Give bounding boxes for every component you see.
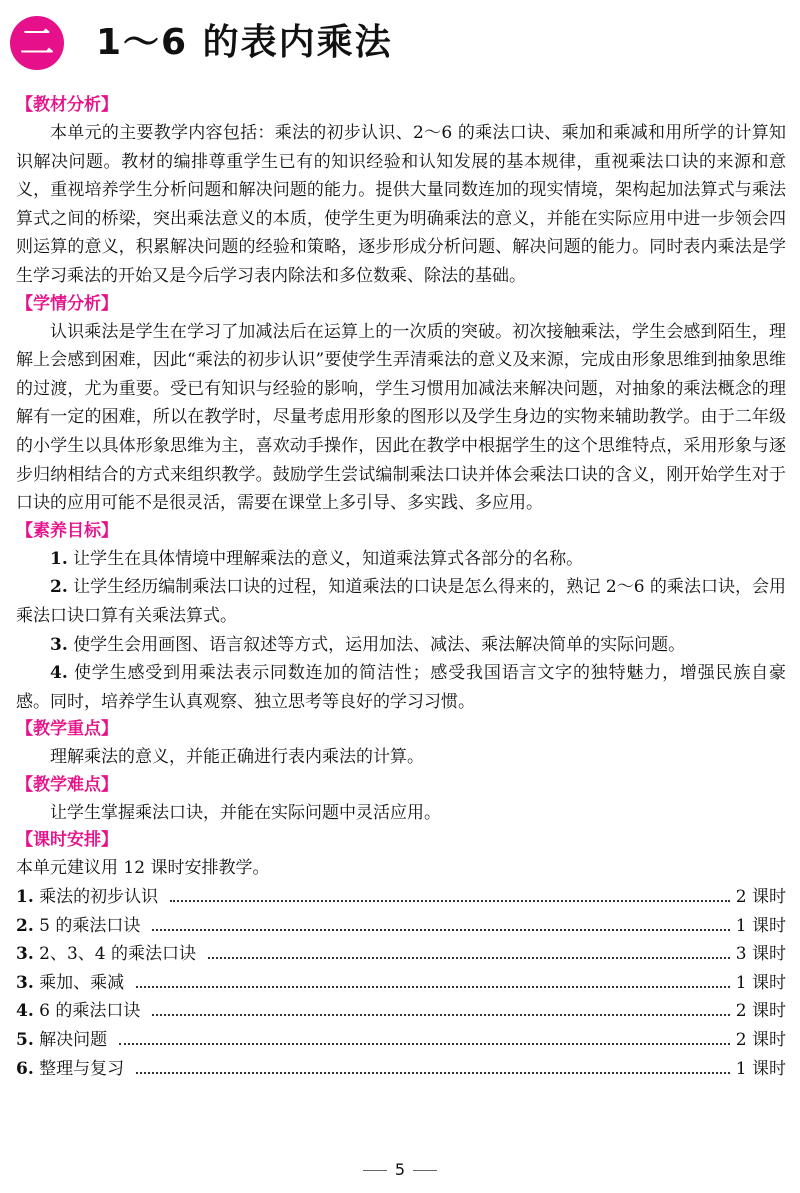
schedule-row-name: 2、3、4 的乘法口诀 (39, 944, 197, 965)
goal-number: 3. (50, 634, 68, 655)
schedule-row (16, 940, 786, 969)
schedule-row-number: 4. (16, 1001, 34, 1022)
dot-leader (152, 1013, 729, 1016)
section-heading-textbook: 【教材分析】 (16, 95, 118, 115)
schedule-row (16, 1055, 786, 1084)
section-heading-students: 【学情分析】 (16, 293, 118, 314)
section-heading-key-points: 【教学重点】 (16, 719, 118, 740)
page-number-value: 5 (394, 1160, 406, 1179)
schedule-row-hours: 3 课时 (735, 944, 786, 965)
goal-text: 使学生会用画图、语言叙述等方式，运用加法、减法、乘法解决简单的实际问题。 (73, 634, 686, 655)
schedule-row (16, 912, 786, 941)
schedule-row-hours: 2 课时 (735, 1001, 786, 1022)
section-heading-goals: 【素养目标】 (16, 520, 118, 541)
schedule-row-number: 1. (16, 887, 34, 908)
schedule-row-name: 乘法的初步认识 (39, 887, 159, 908)
dot-leader (152, 928, 729, 931)
goal-text: 让学生在具体情境中理解乘法的意义，知道乘法算式各部分的名称。 (73, 548, 584, 569)
page-number (0, 1160, 800, 1179)
section-heading-schedule: 【课时安排】 (16, 830, 118, 851)
dot-leader (119, 1042, 730, 1045)
schedule-row-name: 整理与复习 (39, 1058, 125, 1079)
document-content (16, 92, 786, 1083)
schedule-list (16, 883, 786, 1083)
chapter-title: 1～6 的表内乘法 (96, 22, 393, 63)
page-number-dash-left (363, 1170, 387, 1171)
textbook-analysis-paragraph: 本单元的主要教学内容包括：乘法的初步认识、2～6 的乘法口诀、乘加和乘减和用所学的计算知识解决问题。教材的编排尊重学生已有的知识经验和认知发展的基本规律，重视乘法口诀的来源和意义，重视培养学生分析问题和解决问题的能力。提供大量同数连加的现实情境，架构起加法算式与乘法算式之间的桥梁，突出乘法意义的本质，使学生更为明确乘法的意义，并能在实际应用中进一步领会四则运算的意义，积累解决问题的经验和策略，逐步形成分析问题、解决问题的能力。同时表内乘法是学生学习乘法的开始又是今后学习表内除法和多位数乘、除法的基础。 (16, 123, 786, 286)
chapter-title-bar (10, 14, 790, 74)
schedule-row-name: 6 的乘法口诀 (39, 1001, 141, 1022)
schedule-intro: 本单元建议用 12 课时安排教学。 (16, 858, 270, 879)
goal-text: 使学生感受到用乘法表示同数连加的简洁性；感受我国语言文字的独特魅力，增强民族自豪感。同时，培养学生认真观察、独立思考等良好的学习习惯。 (16, 663, 787, 712)
goal-number: 1. (50, 548, 68, 569)
schedule-row (16, 883, 786, 912)
schedule-row-name: 解决问题 (39, 1030, 108, 1051)
schedule-row-name: 5 的乘法口诀 (39, 915, 141, 936)
key-points-paragraph: 理解乘法的意义，并能正确进行表内乘法的计算。 (50, 747, 424, 768)
schedule-row (16, 969, 786, 998)
schedule-row-hours: 1 课时 (735, 1058, 786, 1079)
dot-leader (208, 956, 730, 959)
goal-item (16, 573, 786, 630)
student-analysis-paragraph: 认识乘法是学生在学习了加减法后在运算上的一次质的突破。初次接触乘法，学生会感到陌生，理解上会感到困难，因此“乘法的初步认识”要使学生弄清乘法的意义及来源，完成由形象思维到抽象思维的过渡，尤为重要。受已有知识与经验的影响，学生习惯用加减法来解决问题，对抽象的乘法概念的理解有一定的困难，所以在教学时，尽量考虑用形象的图形以及学生身边的实物来辅助教学。由于二年级的小学生以具体形象思维为主，喜欢动手操作，因此在教学中根据学生的这个思维特点，采用形象与逐步归纳相结合的方式来组织教学。鼓励学生尝试编制乘法口诀并体会乘法口诀的含义，刚开始学生对于口诀的应用可能不是很灵活，需要在课堂上多引导、多实践、多应用。 (16, 321, 786, 514)
schedule-row-hours: 1 课时 (735, 972, 786, 993)
goal-text: 让学生经历编制乘法口诀的过程，知道乘法的口诀是怎么得来的，熟记 2～6 的乘法口诀，会用乘法口诀口算有关乘法算式。 (16, 577, 786, 626)
dot-leader (136, 985, 730, 988)
schedule-row (16, 997, 786, 1026)
schedule-row-hours: 1 课时 (735, 915, 786, 936)
chapter-number-badge: 二 (10, 16, 64, 70)
goal-item (16, 659, 786, 716)
goal-number: 4. (50, 663, 68, 684)
dot-leader (170, 899, 730, 902)
schedule-row-hours: 2 课时 (735, 887, 786, 908)
page-number-dash-right (413, 1170, 437, 1171)
schedule-row-number: 6. (16, 1058, 34, 1079)
difficulties-paragraph: 让学生掌握乘法口诀，并能在实际问题中灵活应用。 (50, 802, 441, 823)
dot-leader (136, 1071, 730, 1074)
goal-item (16, 545, 786, 574)
goal-number: 2. (50, 577, 68, 598)
goal-item (16, 631, 786, 660)
schedule-row-number: 3. (16, 944, 34, 965)
section-heading-difficulties: 【教学难点】 (16, 774, 118, 795)
schedule-row-hours: 2 课时 (735, 1030, 786, 1051)
schedule-row-name: 乘加、乘减 (39, 972, 125, 993)
schedule-row-number: 3. (16, 972, 34, 993)
schedule-row-number: 2. (16, 915, 34, 936)
schedule-row (16, 1026, 786, 1055)
schedule-row-number: 5. (16, 1030, 34, 1051)
